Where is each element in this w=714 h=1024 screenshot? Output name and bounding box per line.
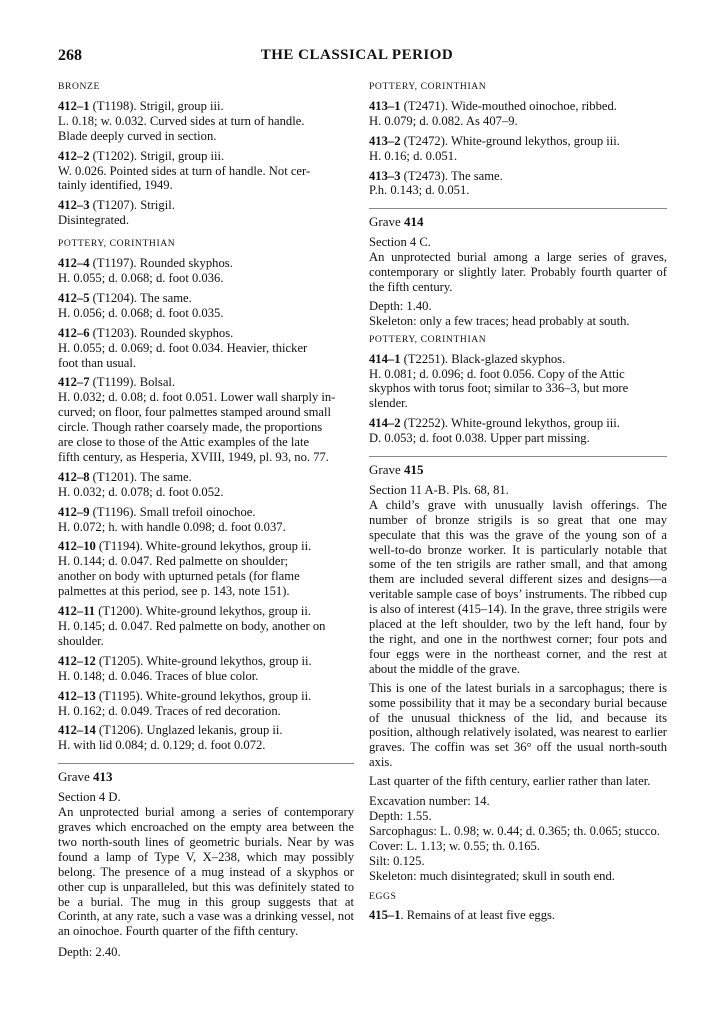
grave-413-depth: Depth: 2.40. xyxy=(58,945,121,960)
entry-title: (T2252). White-ground lekythos, group iii. xyxy=(400,416,620,431)
page-number: 268 xyxy=(58,47,82,64)
right-column xyxy=(369,80,667,923)
entry-number: 412–8 xyxy=(58,469,90,484)
grave-415-sarcophagus-note: This is one of the latest burials in a sarcophagus; there is some possibility that it may be a secondary burial because of the unusual thickness of the lid, and because its position, although relatively isolated, was nearest to earlier graves. The coffin was set 36° off the usual north-south axis. xyxy=(369,680,667,770)
entry-description-line: H. 0.145; d. 0.047. Red palmette on body, another on xyxy=(58,619,326,633)
entry-number: 412–9 xyxy=(58,504,90,519)
entry-number: 412–7 xyxy=(58,375,90,390)
grave-414-depth: Depth: 1.40. xyxy=(369,298,432,313)
entry-title-line xyxy=(58,149,354,164)
catalogue-entry xyxy=(58,149,354,194)
entry-title: (T1194). White-ground lekythos, group ii. xyxy=(95,539,312,554)
fact-line: Silt: 0.125. xyxy=(369,853,425,868)
catalogue-entry xyxy=(58,654,354,684)
section-heading-pottery: POTTERY, CORINTHIAN xyxy=(58,238,176,250)
pottery-414-catalogue xyxy=(369,352,667,446)
entry-title: (T1203). Rounded skyphos. xyxy=(89,325,234,340)
entry-title: (T1202). Strigil, group iii. xyxy=(89,148,225,163)
grave-415-section: Section 11 A-B. Pls. 68, 81. xyxy=(369,482,509,497)
catalogue-entry xyxy=(58,291,354,321)
entry-title-line xyxy=(58,604,354,619)
entry-title: (T2472). White-ground lekythos, group iii. xyxy=(400,133,620,148)
grave-number: 415 xyxy=(404,462,424,478)
fact-line: Depth: 1.55. xyxy=(369,808,432,823)
catalogue-entry xyxy=(58,326,354,371)
grave-413-section: Section 4 D. xyxy=(58,790,121,805)
entry-number: 412–1 xyxy=(58,98,90,113)
entry-title-line xyxy=(369,416,667,431)
entry-title: . Remains of at least five eggs. xyxy=(400,908,556,923)
entry-number: 412–6 xyxy=(58,325,90,340)
section-heading-pottery-413: POTTERY, CORINTHIAN xyxy=(369,81,487,92)
entry-description-line: palmettes at this period, see p. 143, note 151). xyxy=(58,584,290,599)
page-header xyxy=(58,47,656,69)
entry-title-line xyxy=(58,326,354,341)
entry-description-line: foot than usual. xyxy=(58,355,136,370)
entry-description-line: slender. xyxy=(369,396,408,411)
entry-description-line: H. 0.032; d. 0.078; d. foot 0.052. xyxy=(58,484,224,499)
entry-title: (T2473). The same. xyxy=(400,168,503,183)
grave-415-date: Last quarter of the fifth century, earlier rather than later. xyxy=(369,774,651,789)
entry-description-line: H. 0.055; d. 0.068; d. foot 0.036. xyxy=(58,270,224,285)
entry-title-line xyxy=(58,505,354,520)
grave-414-skeleton: Skeleton: only a few traces; head probably at south. xyxy=(369,313,630,328)
entry-number: 412–12 xyxy=(58,653,96,668)
grave-415-heading xyxy=(369,456,667,478)
entry-number: 414–2 xyxy=(369,416,401,431)
grave-label: Grave xyxy=(369,462,401,478)
left-column xyxy=(58,80,354,960)
entry-title-line xyxy=(58,291,354,306)
grave-414-heading xyxy=(369,208,667,230)
entry-description-line: H. 0.072; h. with handle 0.098; d. foot 0.037. xyxy=(58,519,286,534)
entry-description-line: another on body with upturned petals (for flame xyxy=(58,569,300,584)
catalogue-entry xyxy=(58,375,354,464)
fact-line: Cover: L. 1.13; w. 0.55; th. 0.165. xyxy=(369,838,540,853)
entry-description-line: circle. Though rather coarsely made, the proportions xyxy=(58,420,323,435)
entry-title: (T2251). Black-glazed skyphos. xyxy=(400,351,566,366)
entry-description-line: H. 0.055; d. 0.069; d. foot 0.034. Heavier, thicker xyxy=(58,340,308,355)
entry-number: 412–4 xyxy=(58,256,90,271)
entry-title-line xyxy=(369,99,667,114)
entry-description-line: P.h. 0.143; d. 0.051. xyxy=(369,183,470,198)
entry-description-line: fifth century, as Hesperia, XVIII, 1949, pl. 93, no. 77. xyxy=(58,449,329,464)
entry-description-line: H. 0.032; d. 0.08; d. foot 0.051. Lower wall sharply in- xyxy=(58,390,336,405)
entry-description-line: shoulder. xyxy=(58,633,104,648)
entry-title: (T1201). The same. xyxy=(89,469,192,484)
catalogue-entry xyxy=(369,99,667,129)
grave-415-facts xyxy=(369,794,667,883)
entry-description-line: H. 0.056; d. 0.068; d. foot 0.035. xyxy=(58,305,224,320)
catalogue-entry xyxy=(58,470,354,500)
entry-title-line xyxy=(58,375,354,390)
catalogue-entry xyxy=(58,99,354,144)
entry-number: 412–13 xyxy=(58,688,96,703)
entry-title-line xyxy=(369,352,667,367)
pottery-catalogue xyxy=(58,256,354,753)
bronze-catalogue xyxy=(58,99,354,228)
entry-description-line: D. 0.053; d. foot 0.038. Upper part missing. xyxy=(369,431,590,446)
entry-title: (T1197). Rounded skyphos. xyxy=(89,256,233,271)
entry-title-line xyxy=(58,198,354,213)
grave-415-description: A child’s grave with unusually lavish offerings. The number of bronze strigils is so great that one may speculate that this was the grave of the young son of a well-to-do bronze worker. It is particularly notable that some of the ten strigils are rather small, and that among them are included several different sizes and designs—a veritable sample case of boys’ instruments. The ribbed cup is also of interest (415–14). In the grave, three strigils were placed at the left shoulder, two by the left hand, four by the right, and one in the northwest corner; four pots and four eggs were in the northeast corner, and the rest at about the middle of the grave. xyxy=(369,497,667,676)
fact-line: Sarcophagus: L. 0.98; w. 0.44; d. 0.365; th. 0.065; stucco. xyxy=(369,823,660,838)
grave-414-section: Section 4 C. xyxy=(369,235,431,250)
entry-title: (T1196). Small trefoil oinochoe. xyxy=(89,504,256,519)
entry-description-line: Disintegrated. xyxy=(58,213,129,228)
fact-line: Excavation number: 14. xyxy=(369,794,490,809)
catalogue-entry xyxy=(58,539,354,599)
catalogue-entry xyxy=(58,723,354,753)
grave-label: Grave xyxy=(369,214,401,230)
entry-title: (T1205). White-ground lekythos, group ii. xyxy=(95,653,312,668)
entry-title-line xyxy=(58,654,354,669)
grave-number: 414 xyxy=(404,214,424,230)
entry-title: (T1207). Strigil. xyxy=(89,198,175,213)
entry-description-line: are close to those of the Attic examples of the late xyxy=(58,435,310,450)
entry-description-line: H. 0.079; d. 0.082. As 407–9. xyxy=(369,113,518,128)
catalogue-entry xyxy=(369,352,667,412)
entry-description-line: H. 0.148; d. 0.046. Traces of blue color. xyxy=(58,668,259,683)
entry-title: (T1200). White-ground lekythos, group ii. xyxy=(95,604,312,619)
entry-number: 412–2 xyxy=(58,148,90,163)
entry-title-line xyxy=(58,539,354,554)
entry-title-line xyxy=(58,256,354,271)
entry-number: 412–10 xyxy=(58,539,96,554)
section-heading-pottery-414: POTTERY, CORINTHIAN xyxy=(369,333,487,345)
eggs-catalogue xyxy=(369,908,667,923)
entry-number: 413–2 xyxy=(369,133,401,148)
entry-title-line xyxy=(58,723,354,738)
catalogue-entry xyxy=(58,256,354,286)
entry-description-line: H. 0.162; d. 0.049. Traces of red decoration. xyxy=(58,703,281,718)
entry-title-line xyxy=(58,470,354,485)
grave-label: Grave xyxy=(58,769,90,785)
grave-414-description: An unprotected burial among a large series of graves, contemporary or slightly later. Probably fourth quarter of the fifth century. xyxy=(369,250,667,294)
entry-title-line xyxy=(369,134,667,149)
entry-number: 412–14 xyxy=(58,723,96,738)
entry-title-line xyxy=(369,169,667,184)
section-heading-eggs: EGGS xyxy=(369,890,397,902)
entry-title: (T1199). Bolsal. xyxy=(89,375,176,390)
catalogue-entry xyxy=(58,505,354,535)
entry-number: 413–3 xyxy=(369,168,401,183)
entry-description-line: Blade deeply curved in section. xyxy=(58,128,217,143)
entry-number: 413–1 xyxy=(369,98,401,113)
catalogue-entry xyxy=(369,908,667,923)
catalogue-entry xyxy=(369,134,667,164)
entry-number: 412–3 xyxy=(58,198,90,213)
section-heading-bronze: BRONZE xyxy=(58,81,100,92)
entry-description-line: H. 0.16; d. 0.051. xyxy=(369,148,458,163)
entry-description-line: tainly identified, 1949. xyxy=(58,178,173,193)
catalogue-entry xyxy=(369,169,667,199)
grave-number: 413 xyxy=(93,769,113,785)
entry-title-line xyxy=(58,689,354,704)
entry-description-line: H. with lid 0.084; d. 0.129; d. foot 0.072. xyxy=(58,738,266,753)
entry-title: (T1198). Strigil, group iii. xyxy=(89,98,224,113)
pottery-413-catalogue xyxy=(369,99,667,198)
entry-title: (T1195). White-ground lekythos, group ii. xyxy=(95,688,312,703)
catalogue-entry xyxy=(58,689,354,719)
entry-description-line: curved; on floor, four palmettes stamped around small xyxy=(58,405,331,420)
entry-title: (T1204). The same. xyxy=(89,290,192,305)
entry-number: 412–11 xyxy=(58,604,96,619)
entry-number: 415–1 xyxy=(369,908,401,923)
entry-title: (T1206). Unglazed lekanis, group ii. xyxy=(95,723,283,738)
entry-description-line: H. 0.081; d. 0.096; d. foot 0.056. Copy of the Attic xyxy=(369,366,625,381)
entry-description-line: skyphos with torus foot; similar to 336–3, but more xyxy=(369,381,629,396)
grave-413-description: An unprotected burial among a series of contemporary graves which encroached on the empty area between the two north-south lines of geometric burials. Near by was found a lamp of Type V, X–238, which may possibly belong. The presence of a mug instead of a skyphos or other cup is unparalleled, but this was definitely stated to be a burial. The mug in this group suggests that at Corinth, at any rate, such a vase was a drinking vessel, not an oinochoe. Fourth quarter of the fifth century. xyxy=(58,805,354,939)
entry-description-line: W. 0.026. Pointed sides at turn of handle. Not cer- xyxy=(58,163,311,178)
entry-number: 414–1 xyxy=(369,351,401,366)
entry-description-line: H. 0.144; d. 0.047. Red palmette on shoulder; xyxy=(58,554,289,569)
catalogue-entry xyxy=(58,604,354,649)
entry-title: (T2471). Wide-mouthed oinochoe, ribbed. xyxy=(400,98,617,113)
grave-413-heading xyxy=(58,763,354,785)
catalogue-entry xyxy=(369,416,667,446)
fact-line: Skeleton: much disintegrated; skull in south end. xyxy=(369,868,615,883)
entry-title-line xyxy=(58,99,354,114)
catalogue-entry xyxy=(58,198,354,228)
running-head: THE CLASSICAL PERIOD xyxy=(260,47,454,63)
entry-description-line: L. 0.18; w. 0.032. Curved sides at turn of handle. xyxy=(58,113,305,128)
entry-number: 412–5 xyxy=(58,290,90,305)
